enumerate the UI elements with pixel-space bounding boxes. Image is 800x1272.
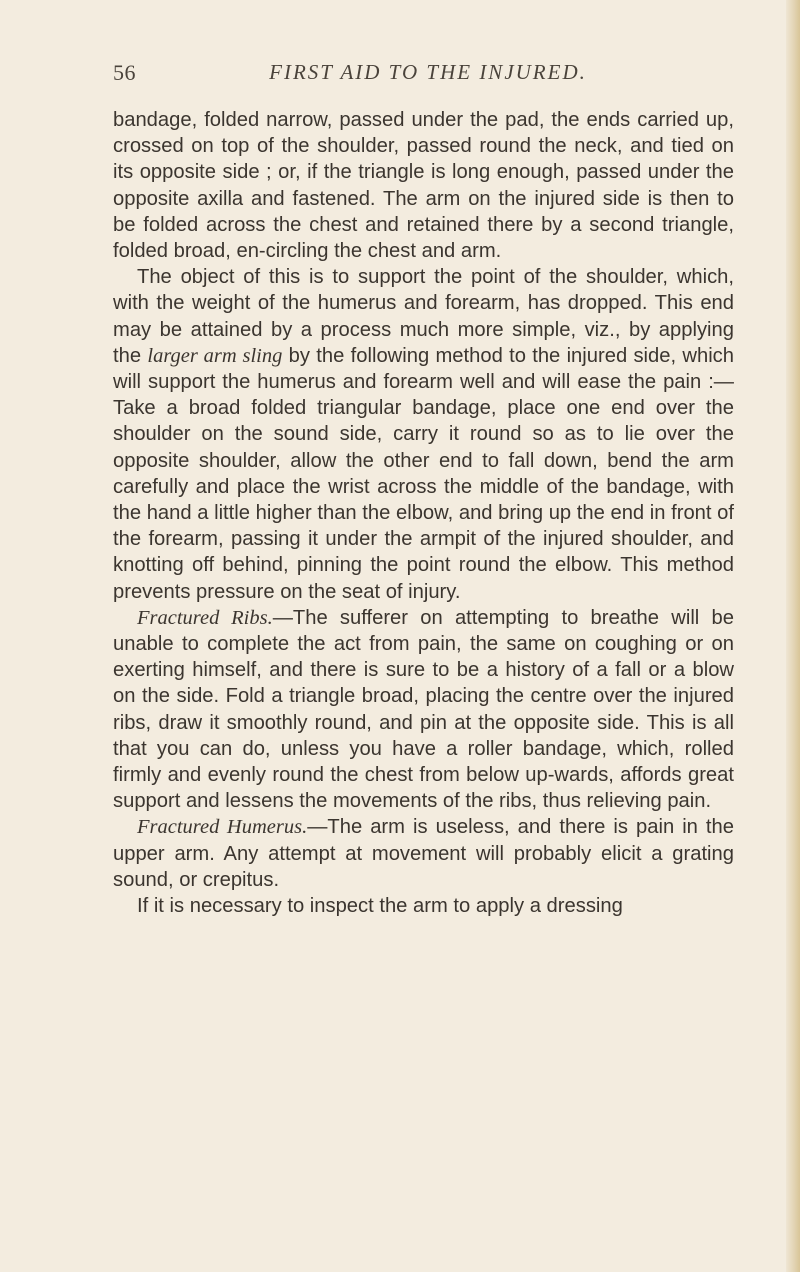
- section-heading-fractured-humerus: Fractured Humerus.: [137, 816, 308, 839]
- paragraph-text: The object of this is to support the point of the shoulder, which, with the weight of the humerus and forearm, has dropped. This end may be attained by a process much more simple, viz., by applying the: [113, 266, 734, 367]
- italic-term-larger-arm-sling: larger arm sling: [147, 344, 283, 367]
- page-number: 56: [113, 60, 136, 85]
- page-header: [113, 60, 733, 90]
- paragraph-fractured-humerus: [113, 814, 734, 893]
- paragraph-text: If it is necessary to inspect the arm to apply a dressing: [137, 895, 623, 918]
- running-head: FIRST AID TO THE INJURED.: [269, 60, 587, 84]
- paragraph-text: bandage, folded narrow, passed under the pad, the ends carried up, crossed on top of the shoulder, passed round the neck, and tied on its opposite side ; or, if the triangle is long enough, passed under the opposite axilla and fastened. The arm on the injured side is then to be folded across the chest and retained there by a second triangle, folded broad, en-circling the chest and arm.: [113, 109, 734, 263]
- page-edge: [786, 0, 800, 1272]
- paragraph-fractured-ribs: [113, 605, 734, 815]
- paragraph-text: —The arm is useless, and there is pain in the upper arm. Any attempt at movement will probably elicit a grating sound, or crepitus.: [113, 816, 735, 891]
- section-heading-fractured-ribs: Fractured Ribs.: [137, 606, 273, 629]
- paragraph-shoulder-support: [113, 264, 734, 605]
- paragraph-continuation: [113, 107, 734, 264]
- body-text: [113, 107, 734, 919]
- paragraph-text: by the following method to the injured side, which will support the humerus and forearm well and will ease the pain :—Take a broad folded triangular bandage, place one end over the shoulder on the sound side, carry it round so as to lie over the opposite shoulder, allow the other end to fall down, bend the arm carefully and place the wrist across the middle of the bandage, with the hand a little higher than the elbow, and bring up the end in front of the forearm, passing it under the armpit of the injured shoulder, and knotting off behind, pinning the point round the elbow. This method prevents pressure on the seat of injury.: [113, 344, 735, 603]
- paragraph-text: —The sufferer on attempting to breathe will be unable to complete the act from pain, the same on coughing or on exerting himself, and there is sure to be a history of a fall or a blow on the side. Fold a triangle broad, placing the centre over the injured ribs, draw it smoothly round, and pin at the opposite side. This is all that you can do, unless you have a roller bandage, which, rolled firmly and evenly round the chest from below up-wards, affords great support and lessens the movements of the ribs, thus relieving pain.: [113, 606, 734, 813]
- paragraph-inspect-arm: [113, 893, 734, 919]
